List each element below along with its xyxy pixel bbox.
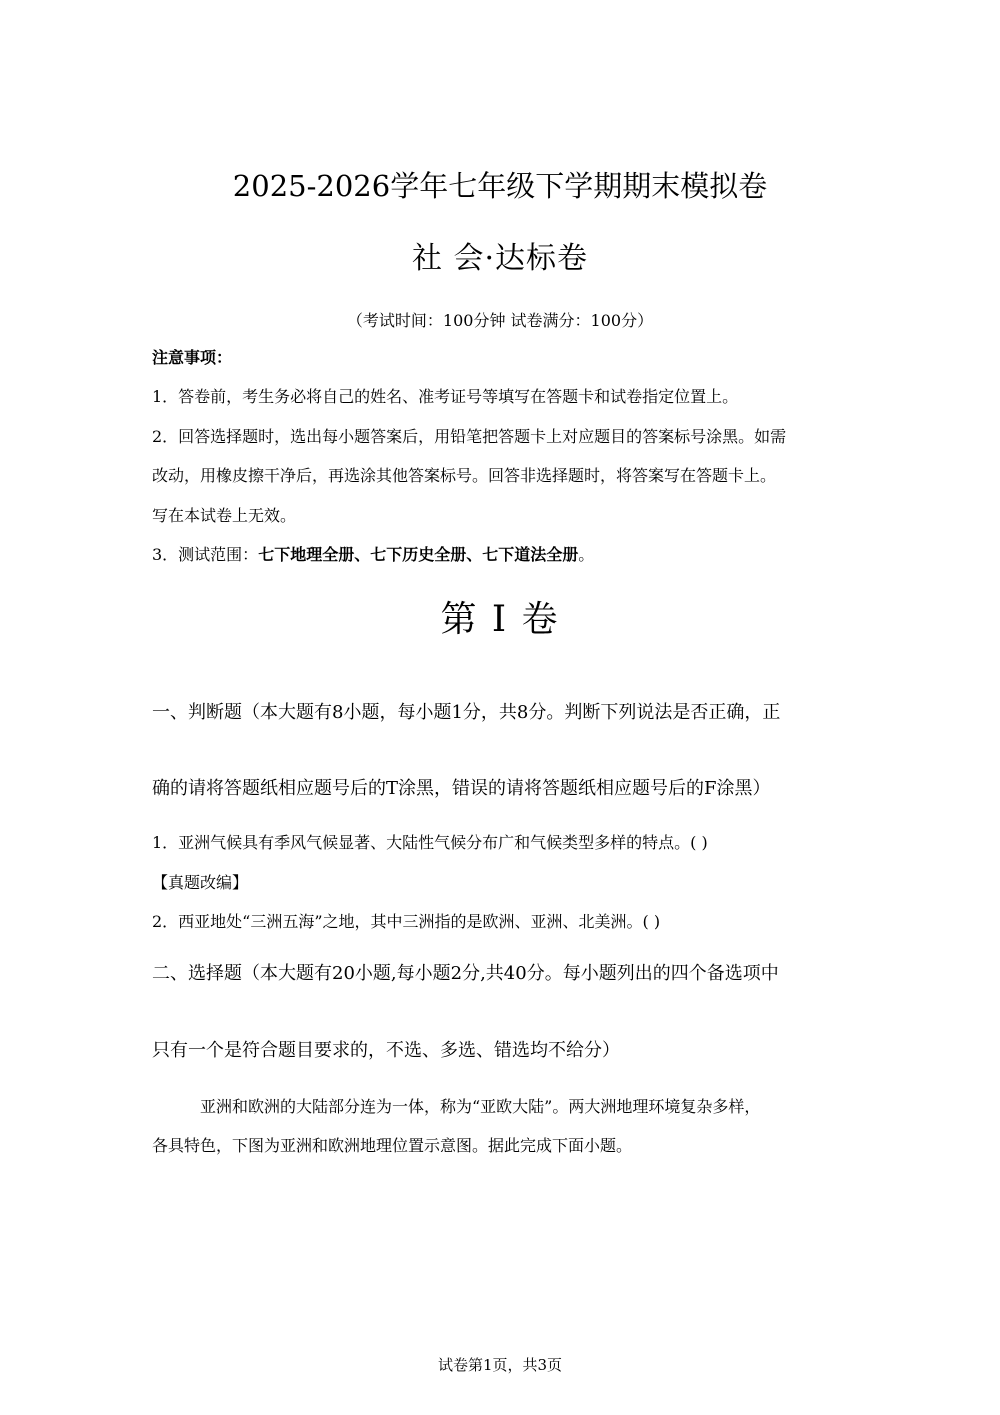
notice-item-3-scope: 七下地理全册、七下历史全册、七下道法全册: [258, 545, 579, 564]
section-1-heading-line-2: 确的请将答题纸相应题号后的T涂黑，错误的请将答题纸相应题号后的F涂黑）: [152, 778, 771, 799]
exam-title: 2025-2026学年七年级下学期期末模拟卷: [232, 169, 768, 203]
notice-item-2-line-2: 改动，用橡皮擦干净后，再选涂其他答案标号。回答非选择题时，将答案写在答题卡上。: [152, 466, 777, 485]
notice-item-2-line-3: 写在本试卷上无效。: [152, 506, 297, 525]
part-title: 第 I 卷: [440, 599, 560, 640]
notice-item-3: [152, 544, 594, 566]
notice-item-2-line-1: 2．回答选择题时，选出每小题答案后，用铅笔把答题卡上对应题目的答案标号涂黑。如需: [152, 427, 787, 446]
question-1: 1．亚洲气候具有季风气候显著、大陆性气候分布广和气候类型多样的特点。( ): [152, 833, 708, 852]
notice-item-3-suffix: 。: [578, 545, 595, 564]
passage-line-2: 各具特色，下图为亚洲和欧洲地理位置示意图。据此完成下面小题。: [152, 1136, 633, 1155]
question-2: 2．西亚地处“三洲五海”之地，其中三洲指的是欧洲、亚洲、北美洲。( ): [152, 912, 661, 931]
notice-item-1: 1．答卷前，考生务必将自己的姓名、准考证号等填写在答题卡和试卷指定位置上。: [152, 387, 739, 406]
exam-info: （考试时间：100分钟 试卷满分：100分）: [346, 311, 654, 330]
exam-subtitle: 社 会·达标卷: [411, 241, 589, 276]
passage-line-1: 亚洲和欧洲的大陆部分连为一体，称为“亚欧大陆”。两大洲地理环境复杂多样，: [200, 1097, 761, 1116]
section-2-heading-line-2: 只有一个是符合题目要求的，不选、多选、错选均不给分）: [152, 1040, 620, 1061]
question-1-tag: 【真题改编】: [152, 873, 249, 892]
notice-item-3-prefix: 3．测试范围：: [152, 545, 259, 564]
section-1-heading-line-1: 一、判断题（本大题有8小题，每小题1分，共8分。判断下列说法是否正确，正: [152, 702, 781, 723]
notice-heading: 注意事项：: [152, 348, 233, 367]
page-footer: 试卷第1页，共3页: [437, 1356, 563, 1374]
section-2-heading-line-1: 二、选择题（本大题有20小题,每小题2分,共40分。每小题列出的四个备选项中: [152, 963, 779, 984]
